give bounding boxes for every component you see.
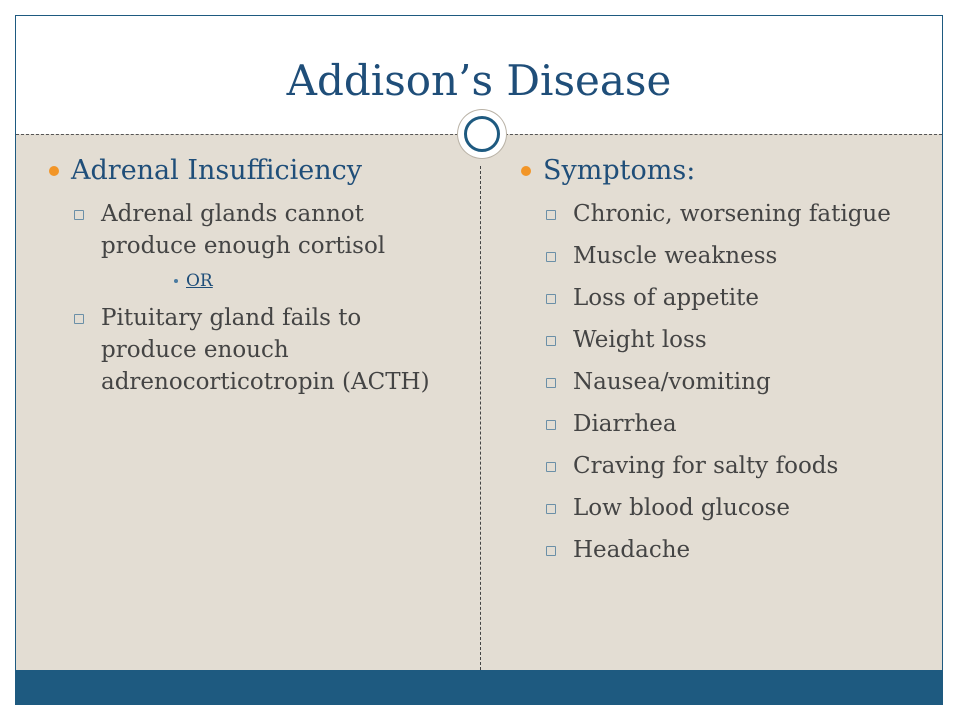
square-bullet-icon xyxy=(74,314,84,324)
square-bullet-icon xyxy=(546,210,556,220)
symptom-text: Loss of appetite xyxy=(573,285,759,311)
square-bullet-icon xyxy=(546,504,556,514)
right-heading xyxy=(521,154,936,188)
square-bullet-icon xyxy=(546,546,556,556)
slide-frame xyxy=(15,15,943,705)
orange-dot-icon xyxy=(521,166,531,176)
or-label xyxy=(49,270,459,292)
small-dot-icon xyxy=(174,279,178,283)
circle-ring-icon xyxy=(458,110,506,158)
square-bullet-icon xyxy=(546,378,556,388)
symptom-text: Chronic, worsening fatigue xyxy=(573,201,891,227)
symptom-item xyxy=(521,198,936,230)
symptom-item xyxy=(521,366,936,398)
footer-bar xyxy=(16,670,942,704)
square-bullet-icon xyxy=(546,252,556,262)
symptom-text: Weight loss xyxy=(573,327,707,353)
left-heading-text: Adrenal Insufficiency xyxy=(71,155,362,186)
square-bullet-icon xyxy=(546,462,556,472)
left-item-1-text: Adrenal glands cannot produce enough cortisol xyxy=(101,201,386,259)
symptom-text: Headache xyxy=(573,537,691,563)
symptom-item xyxy=(521,324,936,356)
symptom-text: Nausea/vomiting xyxy=(573,369,771,395)
orange-dot-icon xyxy=(49,166,59,176)
right-heading-text: Symptoms: xyxy=(543,155,696,186)
symptom-item xyxy=(521,282,936,314)
square-bullet-icon xyxy=(546,336,556,346)
right-column xyxy=(521,154,936,576)
symptom-item xyxy=(521,534,936,566)
symptom-item xyxy=(521,240,936,272)
column-divider xyxy=(480,166,481,670)
left-item-1 xyxy=(49,198,459,262)
symptom-text: Diarrhea xyxy=(573,411,677,437)
symptom-item xyxy=(521,408,936,440)
symptom-text: Muscle weakness xyxy=(573,243,778,269)
square-bullet-icon xyxy=(546,420,556,430)
symptom-item xyxy=(521,492,936,524)
square-bullet-icon xyxy=(74,210,84,220)
left-item-2-text: Pituitary gland fails to produce enouch adrenocorticotropin (ACTH) xyxy=(101,305,430,395)
slide-title: Addison’s Disease xyxy=(286,56,672,105)
or-label-text: OR xyxy=(186,271,213,291)
square-bullet-icon xyxy=(546,294,556,304)
symptom-text: Low blood glucose xyxy=(573,495,790,521)
left-column xyxy=(49,154,459,404)
symptom-item xyxy=(521,450,936,482)
left-heading xyxy=(49,154,459,188)
symptom-text: Craving for salty foods xyxy=(573,453,839,479)
ring-inner xyxy=(464,116,500,152)
left-item-2 xyxy=(49,302,459,398)
